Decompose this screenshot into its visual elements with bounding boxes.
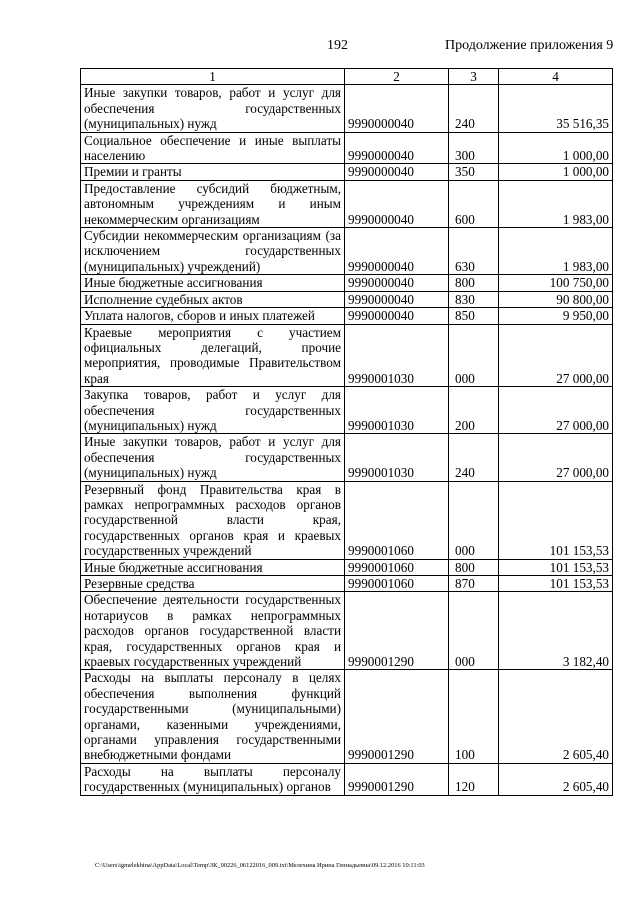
- column-header: 3: [449, 69, 499, 85]
- row-amount-cell: 3 182,40: [499, 592, 613, 670]
- row-code-cell: 9990001060: [345, 559, 449, 575]
- row-code-cell: 9990001030: [345, 387, 449, 434]
- row-amount-cell: 27 000,00: [499, 387, 613, 434]
- row-type-cell: 120: [449, 763, 499, 795]
- row-name-cell: Премии и гранты: [81, 164, 345, 180]
- row-name-cell: Уплата налогов, сборов и иных платежей: [81, 308, 345, 324]
- table-row: [81, 670, 613, 763]
- row-name-cell: Предоставление субсидий бюджетным, автономным учреждениям и иным некоммерческим организациям: [81, 180, 345, 227]
- row-name-cell: Иные закупки товаров, работ и услуг для обеспечения государственных (муниципальных) нужд: [81, 85, 345, 132]
- row-type-cell: 870: [449, 576, 499, 592]
- table-row: [81, 275, 613, 291]
- row-amount-cell: 2 605,40: [499, 763, 613, 795]
- appendix-continuation-label: Продолжение приложения 9: [445, 38, 614, 53]
- table-row: [81, 763, 613, 795]
- row-type-cell: 630: [449, 228, 499, 275]
- row-name-cell: Закупка товаров, работ и услуг для обеспечения государственных (муниципальных) нужд: [81, 387, 345, 434]
- file-path-footer: C:\Users\igmelekhina\AppData\Local\Temp\ЗК_00226_06122016_009.txt\Мелехина Ирина Геннадьевна\09.12.2016 10:11:03: [95, 862, 425, 869]
- table-row: [81, 576, 613, 592]
- row-amount-cell: 9 950,00: [499, 308, 613, 324]
- row-type-cell: 800: [449, 275, 499, 291]
- row-amount-cell: 1 000,00: [499, 132, 613, 164]
- row-code-cell: 9990000040: [345, 228, 449, 275]
- table-row: [81, 85, 613, 132]
- table-row: [81, 308, 613, 324]
- table-row: [81, 481, 613, 559]
- row-name-cell: Обеспечение деятельности государственных нотариусов в рамках непрограммных расходов органов государственной власти края, государственных органов края и краевых государственных учреждений: [81, 592, 345, 670]
- row-amount-cell: 1 000,00: [499, 164, 613, 180]
- row-name-cell: Субсидии некоммерческим организациям (за исключением государственных (муниципальных) учреждений): [81, 228, 345, 275]
- row-code-cell: 9990000040: [345, 164, 449, 180]
- table-row: [81, 324, 613, 387]
- row-code-cell: 9990001290: [345, 670, 449, 763]
- row-type-cell: 000: [449, 324, 499, 387]
- row-name-cell: Резервные средства: [81, 576, 345, 592]
- row-type-cell: 800: [449, 559, 499, 575]
- column-header: 1: [81, 69, 345, 85]
- row-code-cell: 9990001030: [345, 434, 449, 481]
- column-header: 2: [345, 69, 449, 85]
- row-type-cell: 100: [449, 670, 499, 763]
- table-row: [81, 592, 613, 670]
- row-type-cell: 200: [449, 387, 499, 434]
- row-amount-cell: 1 983,00: [499, 228, 613, 275]
- row-amount-cell: 1 983,00: [499, 180, 613, 227]
- row-type-cell: 830: [449, 291, 499, 307]
- row-code-cell: 9990000040: [345, 85, 449, 132]
- row-name-cell: Иные бюджетные ассигнования: [81, 559, 345, 575]
- row-type-cell: 300: [449, 132, 499, 164]
- table-row: [81, 434, 613, 481]
- row-code-cell: 9990001060: [345, 576, 449, 592]
- row-amount-cell: 27 000,00: [499, 324, 613, 387]
- table-row: [81, 164, 613, 180]
- table-row: [81, 387, 613, 434]
- row-amount-cell: 90 800,00: [499, 291, 613, 307]
- row-name-cell: Исполнение судебных актов: [81, 291, 345, 307]
- row-type-cell: 850: [449, 308, 499, 324]
- row-code-cell: 9990000040: [345, 308, 449, 324]
- row-code-cell: 9990000040: [345, 180, 449, 227]
- row-name-cell: Социальное обеспечение и иные выплаты населению: [81, 132, 345, 164]
- table-row: [81, 228, 613, 275]
- row-name-cell: Расходы на выплаты персоналу в целях обеспечения выполнения функций государственными (муниципальными) органами, казенными учреждениями, органами управления государственными внебюджетными фондами: [81, 670, 345, 763]
- row-amount-cell: 101 153,53: [499, 559, 613, 575]
- row-type-cell: 000: [449, 481, 499, 559]
- row-code-cell: 9990001060: [345, 481, 449, 559]
- row-type-cell: 240: [449, 85, 499, 132]
- table-row: [81, 291, 613, 307]
- row-type-cell: 240: [449, 434, 499, 481]
- row-amount-cell: 101 153,53: [499, 481, 613, 559]
- table-row: [81, 180, 613, 227]
- row-name-cell: Иные бюджетные ассигнования: [81, 275, 345, 291]
- table-row: [81, 559, 613, 575]
- row-name-cell: Резервный фонд Правительства края в рамках непрограммных расходов органов государственной власти края, государственных органов края и краевых государственных учреждений: [81, 481, 345, 559]
- table-row: [81, 132, 613, 164]
- budget-table: [80, 68, 613, 796]
- row-type-cell: 000: [449, 592, 499, 670]
- page-number: 192: [327, 38, 348, 53]
- row-code-cell: 9990001030: [345, 324, 449, 387]
- row-amount-cell: 27 000,00: [499, 434, 613, 481]
- row-amount-cell: 100 750,00: [499, 275, 613, 291]
- row-name-cell: Краевые мероприятия с участием официальных делегаций, прочие мероприятия, проводимые Правительством края: [81, 324, 345, 387]
- row-code-cell: 9990001290: [345, 763, 449, 795]
- row-code-cell: 9990001290: [345, 592, 449, 670]
- row-amount-cell: 2 605,40: [499, 670, 613, 763]
- row-code-cell: 9990000040: [345, 291, 449, 307]
- row-amount-cell: 35 516,35: [499, 85, 613, 132]
- row-amount-cell: 101 153,53: [499, 576, 613, 592]
- row-name-cell: Иные закупки товаров, работ и услуг для обеспечения государственных (муниципальных) нужд: [81, 434, 345, 481]
- row-code-cell: 9990000040: [345, 132, 449, 164]
- row-type-cell: 600: [449, 180, 499, 227]
- row-name-cell: Расходы на выплаты персоналу государственных (муниципальных) органов: [81, 763, 345, 795]
- row-type-cell: 350: [449, 164, 499, 180]
- row-code-cell: 9990000040: [345, 275, 449, 291]
- column-header: 4: [499, 69, 613, 85]
- table-header-row: [81, 69, 613, 85]
